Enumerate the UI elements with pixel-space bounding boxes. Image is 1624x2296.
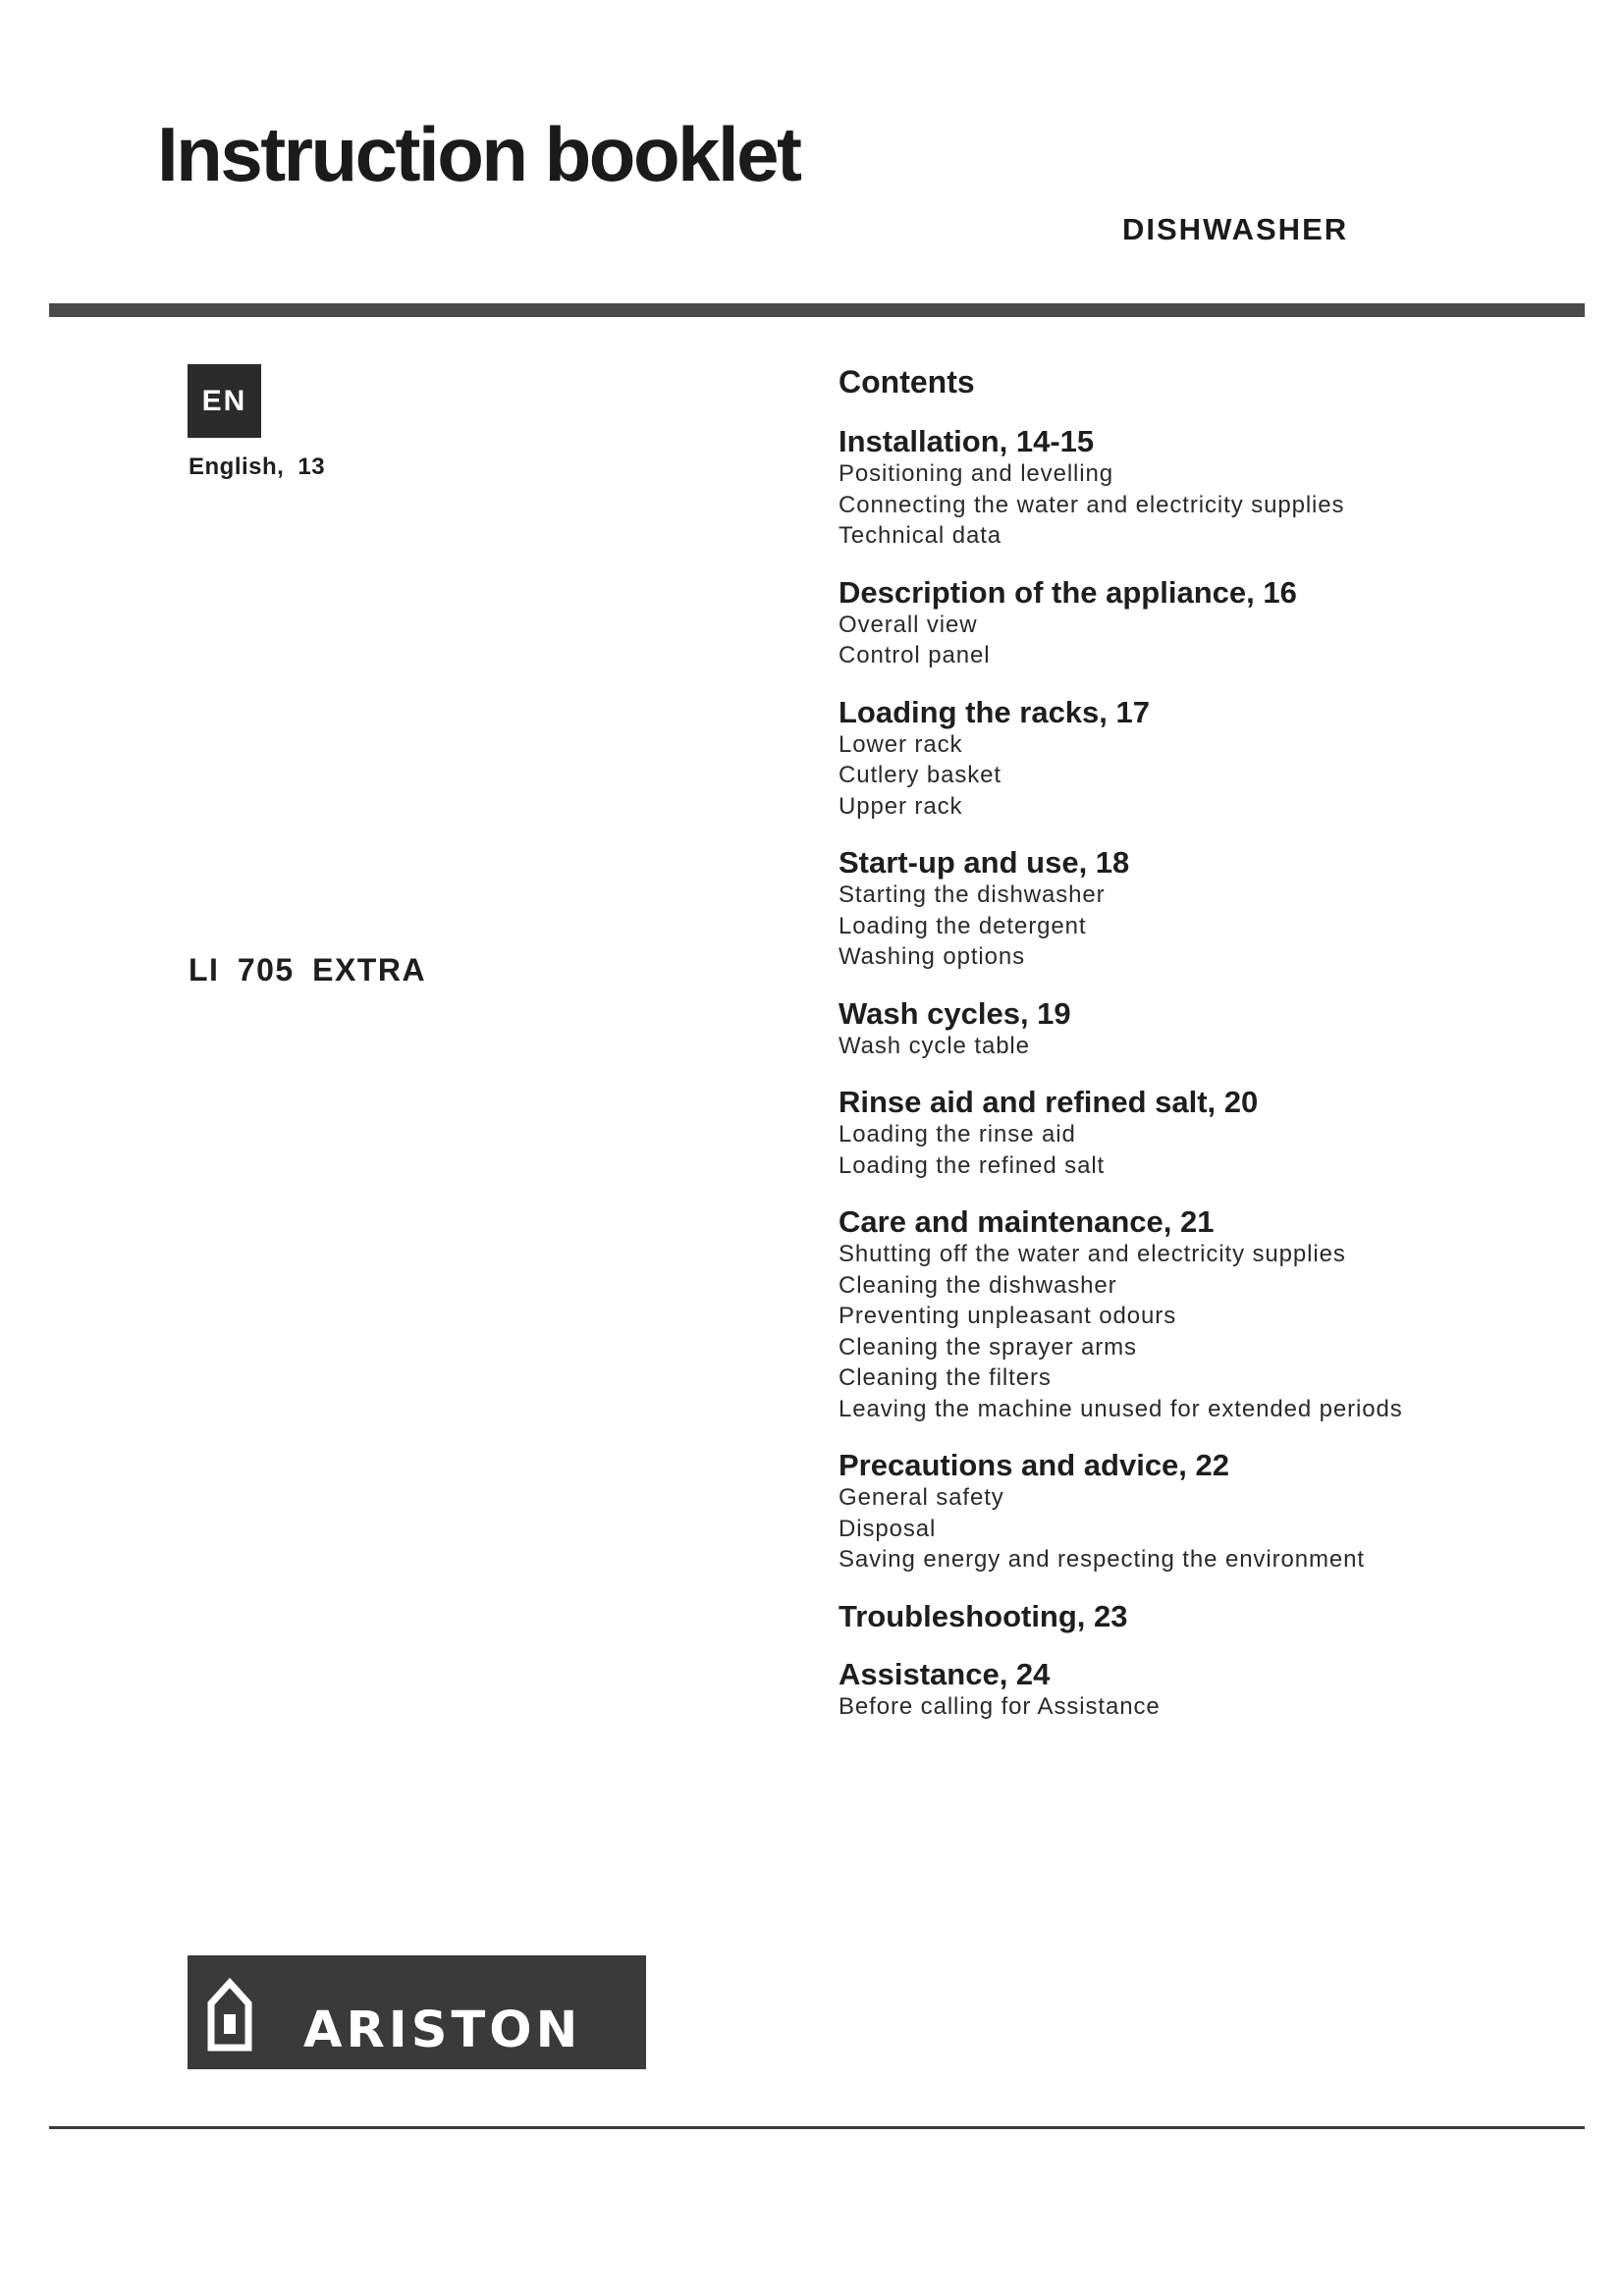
section-item: Positioning and levelling: [839, 460, 1114, 487]
brand-name: ARISTON: [303, 2002, 582, 2059]
table-of-contents: [839, 365, 1585, 1745]
section-item: Loading the rinse aid: [839, 1121, 1076, 1148]
brand-logo: [188, 1955, 646, 2069]
section-item: Wash cycle table: [839, 1032, 1030, 1059]
contents-section: [839, 1448, 1585, 1575]
section-item: Overall view: [839, 611, 978, 638]
section-title: Precautions and advice, 22: [839, 1448, 1230, 1482]
contents-section: [839, 1599, 1585, 1633]
section-item: Cleaning the sprayer arms: [839, 1333, 1137, 1361]
section-item: Upper rack: [839, 792, 963, 820]
section-title: Rinse aid and refined salt, 20: [839, 1085, 1259, 1119]
section-title: Wash cycles, 19: [839, 995, 1071, 1031]
section-item: Starting the dishwasher: [839, 881, 1106, 908]
house-icon: [211, 1983, 248, 2048]
contents-section: [839, 575, 1585, 671]
contents-heading: Contents: [839, 364, 975, 400]
section-item: General safety: [839, 1484, 1004, 1511]
contents-sections: [839, 424, 1585, 1722]
section-title: Loading the racks, 17: [839, 694, 1150, 729]
ariston-logo-graphic: [188, 1955, 646, 2069]
section-item: Leaving the machine unused for extended periods: [839, 1395, 1403, 1422]
section-title: Start-up and use, 18: [839, 845, 1130, 880]
model-number: LI 705 EXTRA: [189, 952, 427, 988]
section-item: Lower rack: [839, 730, 963, 758]
contents-section: [839, 996, 1585, 1062]
contents-section: [839, 1657, 1585, 1723]
contents-section: [839, 424, 1585, 552]
language-name: English,: [189, 454, 285, 480]
section-item: Shutting off the water and electricity supplies: [839, 1241, 1346, 1267]
section-item: Cutlery basket: [839, 762, 1001, 788]
section-item: Washing options: [839, 943, 1026, 970]
section-item: Cleaning the dishwasher: [839, 1271, 1117, 1299]
section-item: Preventing unpleasant odours: [839, 1303, 1177, 1329]
section-title: Assistance, 24: [839, 1656, 1051, 1691]
language-badge: EN: [188, 364, 261, 438]
section-title: Description of the appliance, 16: [839, 574, 1297, 610]
section-item: Technical data: [839, 522, 1002, 549]
section-item: Control panel: [839, 642, 991, 668]
section-title: Installation, 14-15: [839, 424, 1095, 458]
section-item: Loading the refined salt: [839, 1151, 1106, 1179]
language-line: [189, 454, 325, 481]
product-type: DISHWASHER: [1122, 212, 1349, 246]
footer-divider: [49, 2126, 1585, 2129]
contents-section: [839, 1085, 1585, 1181]
header-divider: [49, 303, 1585, 317]
contents-section: [839, 695, 1585, 823]
contents-section: [839, 845, 1585, 973]
section-item: Saving energy and respecting the environment: [839, 1546, 1365, 1573]
section-item: Before calling for Assistance: [839, 1692, 1161, 1720]
section-item: Loading the detergent: [839, 912, 1087, 939]
language-page: 13: [298, 454, 326, 480]
booklet-title: Instruction booklet: [157, 111, 800, 197]
section-item: Cleaning the filters: [839, 1364, 1052, 1391]
section-item: Disposal: [839, 1515, 937, 1542]
contents-section: [839, 1204, 1585, 1424]
section-item: Connecting the water and electricity supplies: [839, 491, 1345, 518]
section-title: Troubleshooting, 23: [839, 1598, 1128, 1633]
section-title: Care and maintenance, 21: [839, 1204, 1215, 1239]
